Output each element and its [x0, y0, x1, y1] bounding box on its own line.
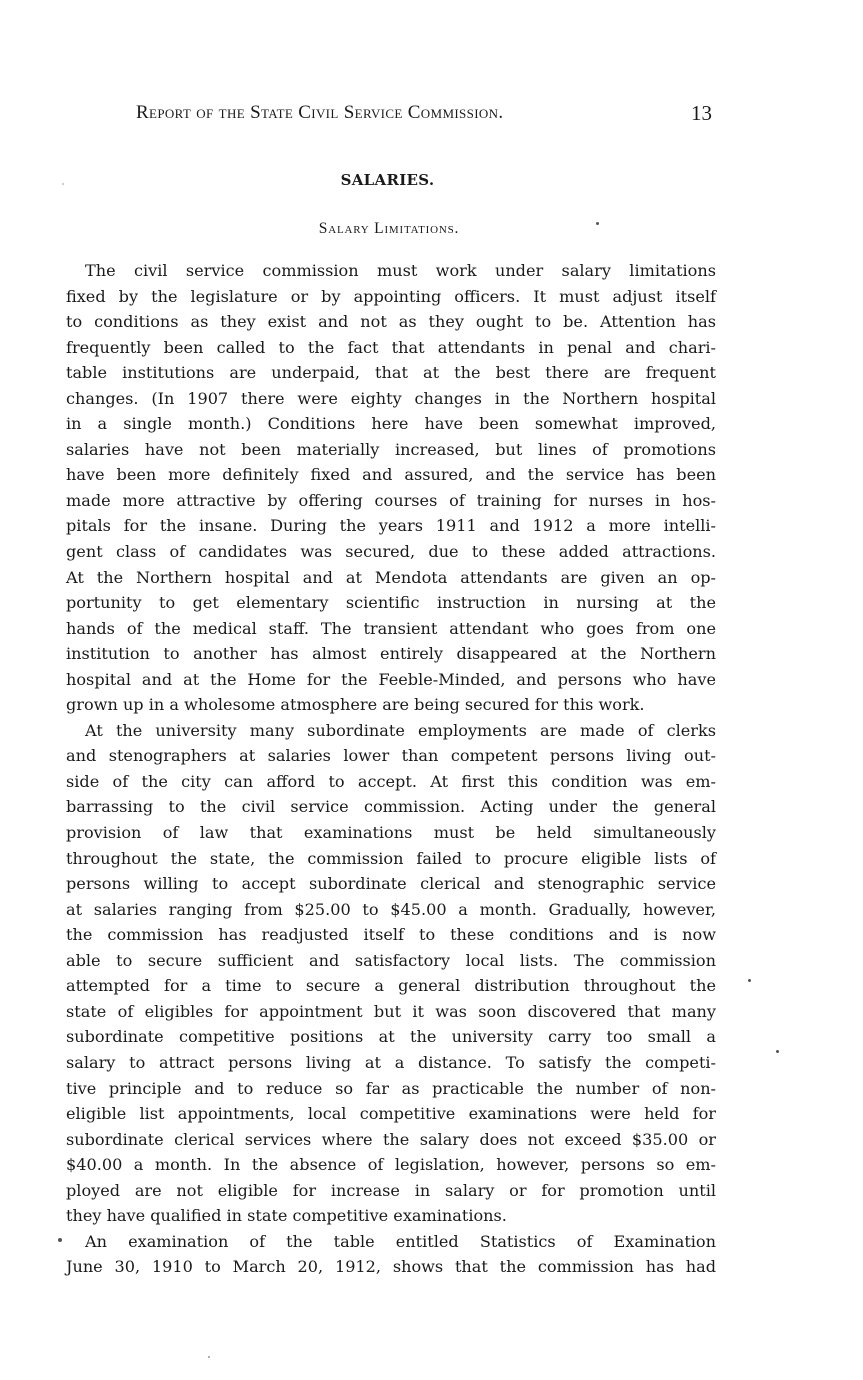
running-title: Report of the State Civil Service Commission. [136, 102, 504, 123]
print-speck [748, 979, 751, 982]
text-line: and stenographers at salaries lower than competent persons living out- [66, 746, 716, 766]
text-line: The civil service commission must work under salary limitations [85, 261, 716, 280]
text-line: ployed are not eligible for increase in salary or for promotion until [66, 1180, 716, 1200]
text-line: changes. (In 1907 there were eighty changes in the Northern hospital [66, 388, 716, 408]
print-speck [596, 222, 599, 225]
text-line: An examination of the table entitled Statistics of Examination [85, 1231, 716, 1251]
text-line: in a single month.) Conditions here have been somewhat improved, [66, 414, 716, 434]
text-line: eligible list appointments, local competitive examinations were held for [66, 1104, 716, 1124]
text-line: frequently been called to the fact that attendants in penal and chari- [66, 337, 716, 357]
text-line: have been more definitely fixed and assured, and the service has been [66, 465, 716, 485]
print-speck [62, 183, 64, 185]
text-line: throughout the state, the commission failed to procure eligible lists of [66, 848, 716, 868]
text-line: side of the city can afford to accept. At first this condition was em- [66, 771, 716, 791]
text-line: provision of law that examinations must be held simultaneously [66, 823, 716, 843]
text-line: they have qualified in state competitive examinations. [66, 1206, 507, 1226]
running-head [136, 102, 712, 130]
text-line: persons willing to accept subordinate clerical and stenographic service [66, 874, 716, 894]
text-line: attempted for a time to secure a general distribution throughout the [66, 976, 716, 996]
text-line: hands of the medical staff. The transient attendant who goes from one [66, 618, 716, 638]
text-line: tive principle and to reduce so far as practicable the number of non- [66, 1078, 716, 1098]
text-line: portunity to get elementary scientific instruction in nursing at the [66, 593, 716, 613]
page-number: 13 [691, 101, 712, 125]
text-line: made more attractive by offering courses of training for nurses in hos- [66, 490, 716, 510]
text-line: to conditions as they exist and not as they ought to be. Attention has [66, 312, 716, 332]
text-line: $40.00 a month. In the absence of legislation, however, persons so em- [66, 1155, 716, 1175]
text-line: salary to attract persons living at a distance. To satisfy the competi- [66, 1052, 716, 1072]
text-line: gent class of candidates was secured, due to these added attractions. [66, 542, 716, 562]
sub-heading: Salary Limitations. [318, 220, 460, 237]
text-line: subordinate clerical services where the salary does not exceed $35.00 or [66, 1129, 716, 1149]
text-line: barrassing to the civil service commission. Acting under the general [66, 797, 716, 817]
text-line: June 30, 1910 to March 20, 1912, shows that the commission has had [66, 1257, 716, 1277]
text-line: able to secure sufficient and satisfactory local lists. The commission [66, 950, 716, 970]
section-heading: SALARIES. [340, 171, 435, 189]
text-line: hospital and at the Home for the Feeble-Minded, and persons who have [66, 669, 716, 689]
text-line: fixed by the legislature or by appointing officers. It must adjust itself [66, 286, 716, 306]
text-line: pitals for the insane. During the years 1911 and 1912 a more intelli- [66, 516, 716, 536]
text-line: grown up in a wholesome atmosphere are being secured for this work. [66, 695, 645, 715]
text-line: At the Northern hospital and at Mendota attendants are given an op- [66, 567, 716, 587]
text-line: salaries have not been materially increased, but lines of promotions [66, 439, 716, 459]
text-line: the commission has readjusted itself to these conditions and is now [66, 925, 716, 945]
body-text [66, 258, 716, 1280]
text-line: At the university many subordinate employments are made of clerks [85, 720, 716, 740]
text-line: subordinate competitive positions at the university carry too small a [66, 1027, 716, 1047]
print-speck [776, 1050, 779, 1053]
text-line: state of eligibles for appointment but it was soon discovered that many [66, 1001, 716, 1021]
print-speck [58, 1238, 62, 1242]
print-speck [208, 1356, 210, 1358]
text-line: at salaries ranging from $25.00 to $45.00 a month. Gradually, however, [66, 899, 716, 919]
text-line: institution to another has almost entirely disappeared at the Northern [66, 644, 716, 664]
text-line: table institutions are underpaid, that at the best there are frequent [66, 363, 716, 383]
